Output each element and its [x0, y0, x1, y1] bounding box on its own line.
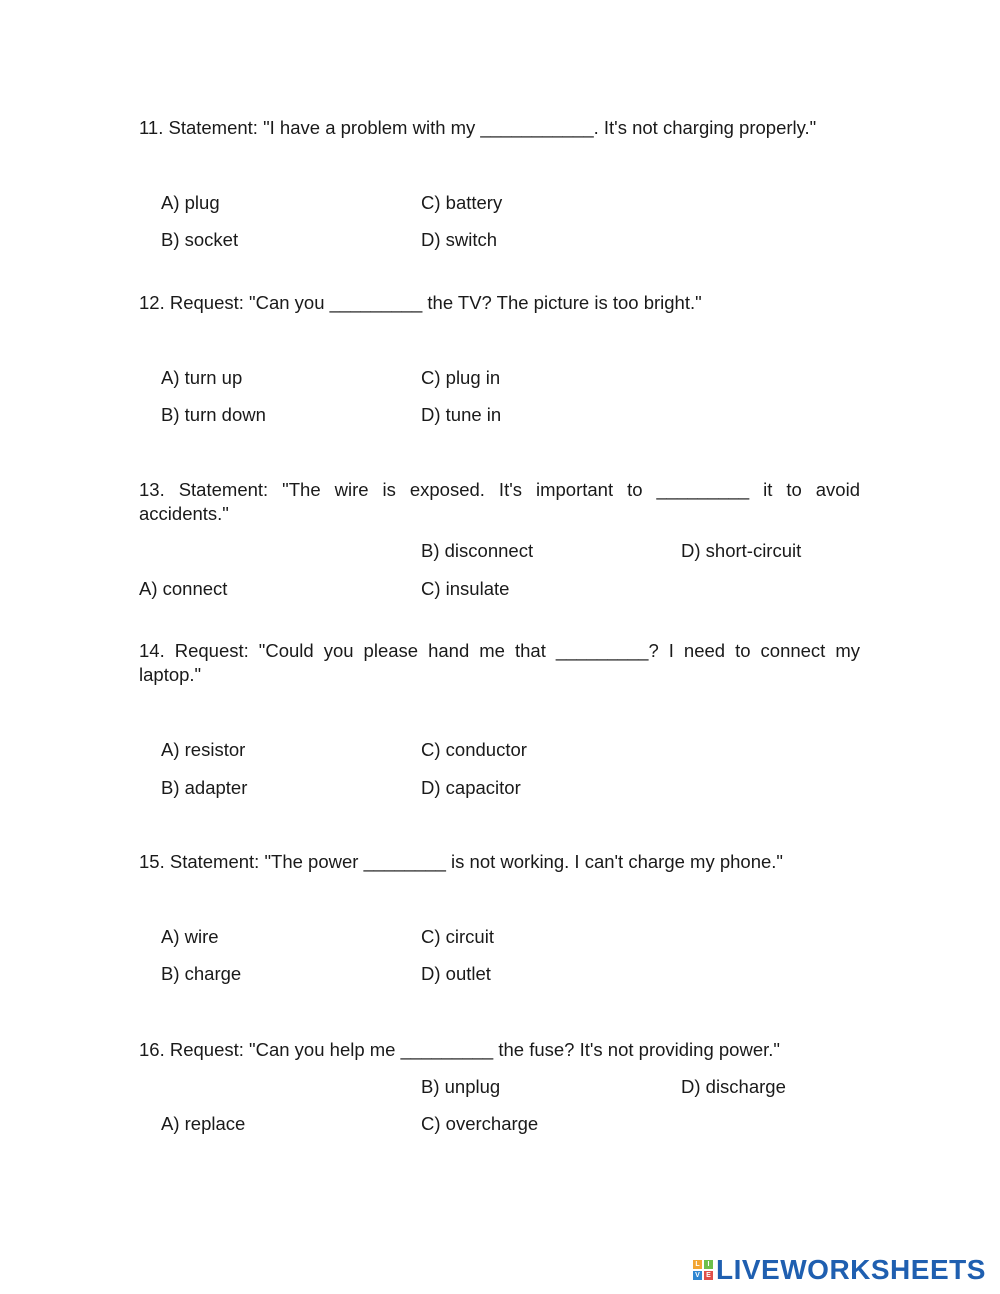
option-c[interactable]: C) battery: [421, 192, 503, 213]
option-c[interactable]: C) conductor: [421, 739, 527, 760]
question-text: 14. Request: "Could you please hand me that _________? I need to connect my: [139, 640, 860, 661]
option-a[interactable]: A) plug: [161, 192, 220, 213]
option-a[interactable]: A) resistor: [161, 739, 246, 760]
question-text-continued: accidents.": [139, 503, 229, 524]
question-15: [139, 850, 860, 874]
question-text: 13. Statement: "The wire is exposed. It's important to _________ it to avoid: [139, 479, 860, 500]
question-12: [139, 291, 860, 315]
logo-mark-cell: V: [693, 1271, 702, 1280]
option-b[interactable]: B) socket: [161, 229, 239, 250]
option-d[interactable]: D) switch: [421, 229, 498, 250]
question-11: [139, 116, 860, 140]
option-a[interactable]: A) connect: [139, 578, 228, 599]
option-b[interactable]: B) charge: [161, 963, 242, 984]
option-b[interactable]: B) adapter: [161, 777, 248, 798]
logo-mark-cell: I: [704, 1260, 713, 1269]
logo-mark-cell: L: [693, 1260, 702, 1269]
question-13: [139, 478, 860, 526]
liveworksheets-logo: [693, 1255, 986, 1285]
option-c[interactable]: C) overcharge: [421, 1113, 539, 1134]
logo-mark-cell: E: [704, 1271, 713, 1280]
option-c[interactable]: C) insulate: [421, 578, 510, 599]
option-d[interactable]: D) capacitor: [421, 777, 521, 798]
logo-text: LIVEWORKSHEETS: [716, 1254, 986, 1285]
option-b[interactable]: B) disconnect: [421, 540, 534, 561]
logo-mark-icon: [693, 1260, 713, 1280]
option-a[interactable]: A) turn up: [161, 367, 243, 388]
option-b[interactable]: B) turn down: [161, 404, 266, 425]
option-a[interactable]: A) replace: [161, 1113, 246, 1134]
option-a[interactable]: A) wire: [161, 926, 219, 947]
question-14: [139, 639, 860, 687]
option-c[interactable]: C) circuit: [421, 926, 494, 947]
option-d[interactable]: D) tune in: [421, 404, 502, 425]
option-d[interactable]: D) short-circuit: [681, 540, 802, 561]
question-text: 11. Statement: "I have a problem with my ___________. It's not charging properly.": [139, 117, 817, 138]
question-text: 16. Request: "Can you help me _________ the fuse? It's not providing power.": [139, 1039, 780, 1060]
option-c[interactable]: C) plug in: [421, 367, 501, 388]
option-d[interactable]: D) discharge: [681, 1076, 786, 1097]
option-b[interactable]: B) unplug: [421, 1076, 501, 1097]
option-d[interactable]: D) outlet: [421, 963, 491, 984]
question-text-continued: laptop.": [139, 664, 202, 685]
question-text: 12. Request: "Can you _________ the TV? The picture is too bright.": [139, 292, 702, 313]
question-text: 15. Statement: "The power ________ is not working. I can't charge my phone.": [139, 851, 783, 872]
question-16: [139, 1038, 860, 1062]
